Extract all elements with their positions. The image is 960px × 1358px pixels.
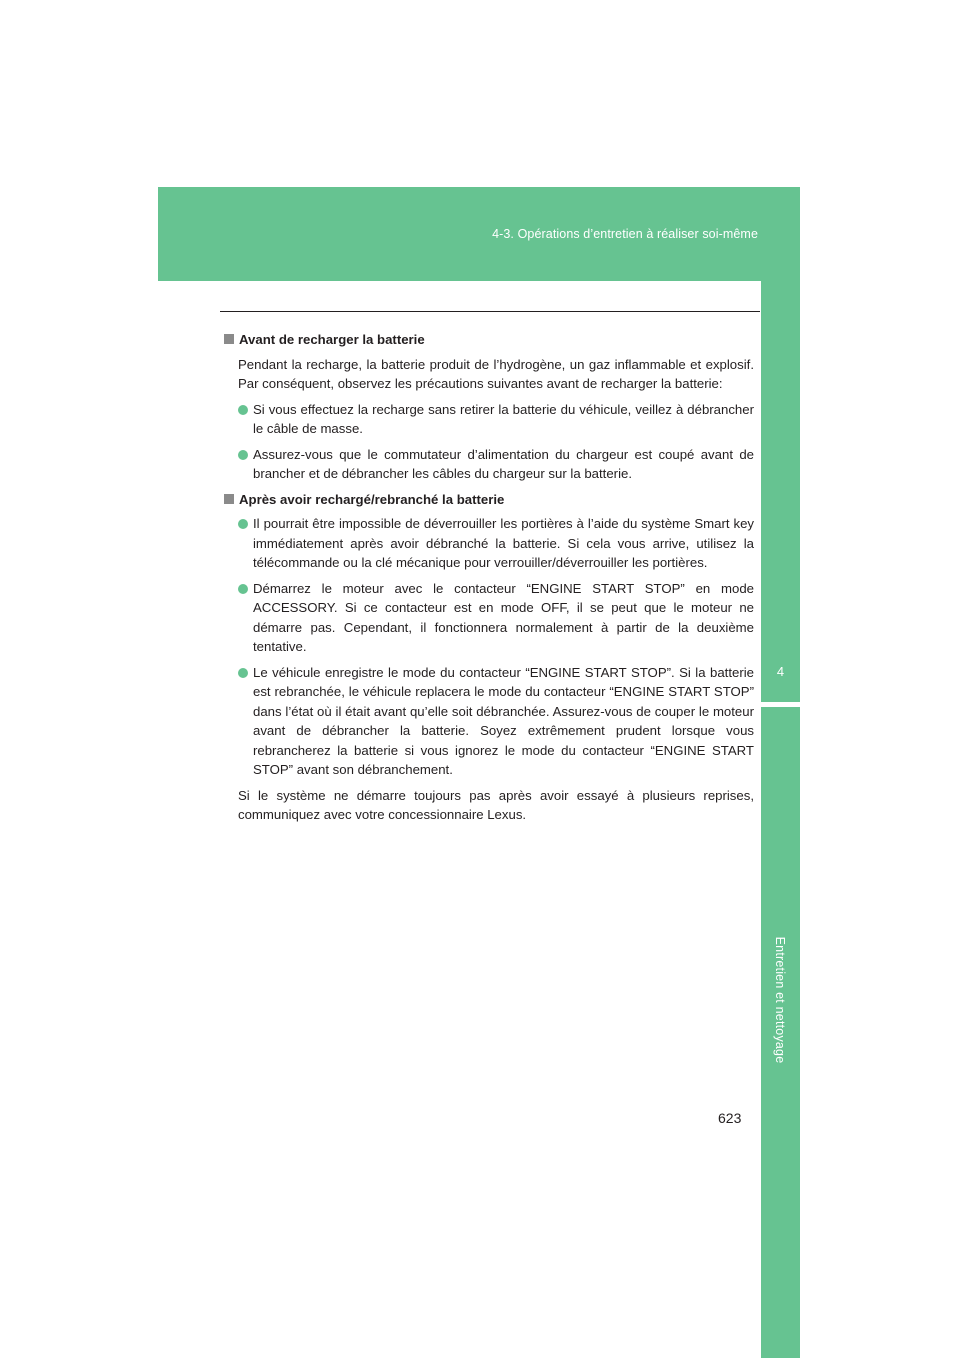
section-heading-text: Après avoir rechargé/rebranché la batterie [239,491,505,507]
heading-square-icon [224,494,234,504]
section-header-band [158,187,800,281]
section-heading [224,490,754,510]
list-item [238,400,754,439]
list-item-text: Assurez-vous que le commutateur d’alimentation du chargeur est coupé avant de brancher et de débrancher les câbles du chargeur sur la batterie. [253,446,754,481]
list-item [238,663,754,780]
bullet-dot-icon [238,405,248,415]
page-number: 623 [718,1110,742,1126]
heading-square-icon [224,334,234,344]
list-item [238,579,754,657]
chapter-divider [761,702,800,707]
closing-paragraph: Si le système ne démarre toujours pas après avoir essayé à plusieurs reprises, communiquez avec votre concessionnaire Lexus. [238,787,754,822]
section-title: 4-3. Opérations d’entretien à réaliser soi-même [492,227,758,241]
content-top-rule [220,311,760,312]
chapter-number-box [761,642,800,702]
bullet-dot-icon [238,450,248,460]
list-item [238,445,754,484]
list-item-text: Démarrez le moteur avec le contacteur “ENGINE START STOP” en mode ACCESSORY. Si ce contacteur est en mode OFF, il se peut que le moteur ne démarre pas. Cependant, il fonctionnera normalement à partir de la deuxième tentative. [253,580,754,654]
chapter-label: Entretien et nettoyage [773,936,787,1064]
list-item [238,514,754,573]
list-item-text: Le véhicule enregistre le mode du contacteur “ENGINE START STOP”. Si la batterie est rebranchée, le véhicule replacera le mode du contacteur “ENGINE START STOP” dans l’état où il était avant qu’elle soit débranchée. Assurez-vous de couper le moteur avant de débrancher la batterie. Soyez extrêmement prudent lorsque vous rebrancherez la batterie si vous ignorez le mode du contacteur “ENGINE START STOP” avant son débranchement. [253,664,754,777]
chapter-side-tab [761,281,800,1358]
bullet-dot-icon [238,584,248,594]
bullet-dot-icon [238,668,248,678]
page-content [224,330,754,825]
section-intro-paragraph: Pendant la recharge, la batterie produit de l’hydrogène, un gaz inflammable et explosif. Par conséquent, observez les précautions suivantes avant de recharger la batterie: [238,356,754,391]
list-item-text: Si vous effectuez la recharge sans retirer la batterie du véhicule, veillez à débrancher le câble de masse. [253,401,754,436]
section-heading [224,330,754,350]
section-heading-text: Avant de recharger la batterie [239,332,425,347]
chapter-number: 4 [776,664,785,679]
bullet-dot-icon [238,519,248,529]
list-item-text: Il pourrait être impossible de déverrouiller les portières à l’aide du système Smart key immédiatement après avoir débranché la batterie. Si cela vous arrive, utilisez la télécommande ou la clé mécanique pour verrouiller/déverrouiller les portières. [253,516,754,570]
